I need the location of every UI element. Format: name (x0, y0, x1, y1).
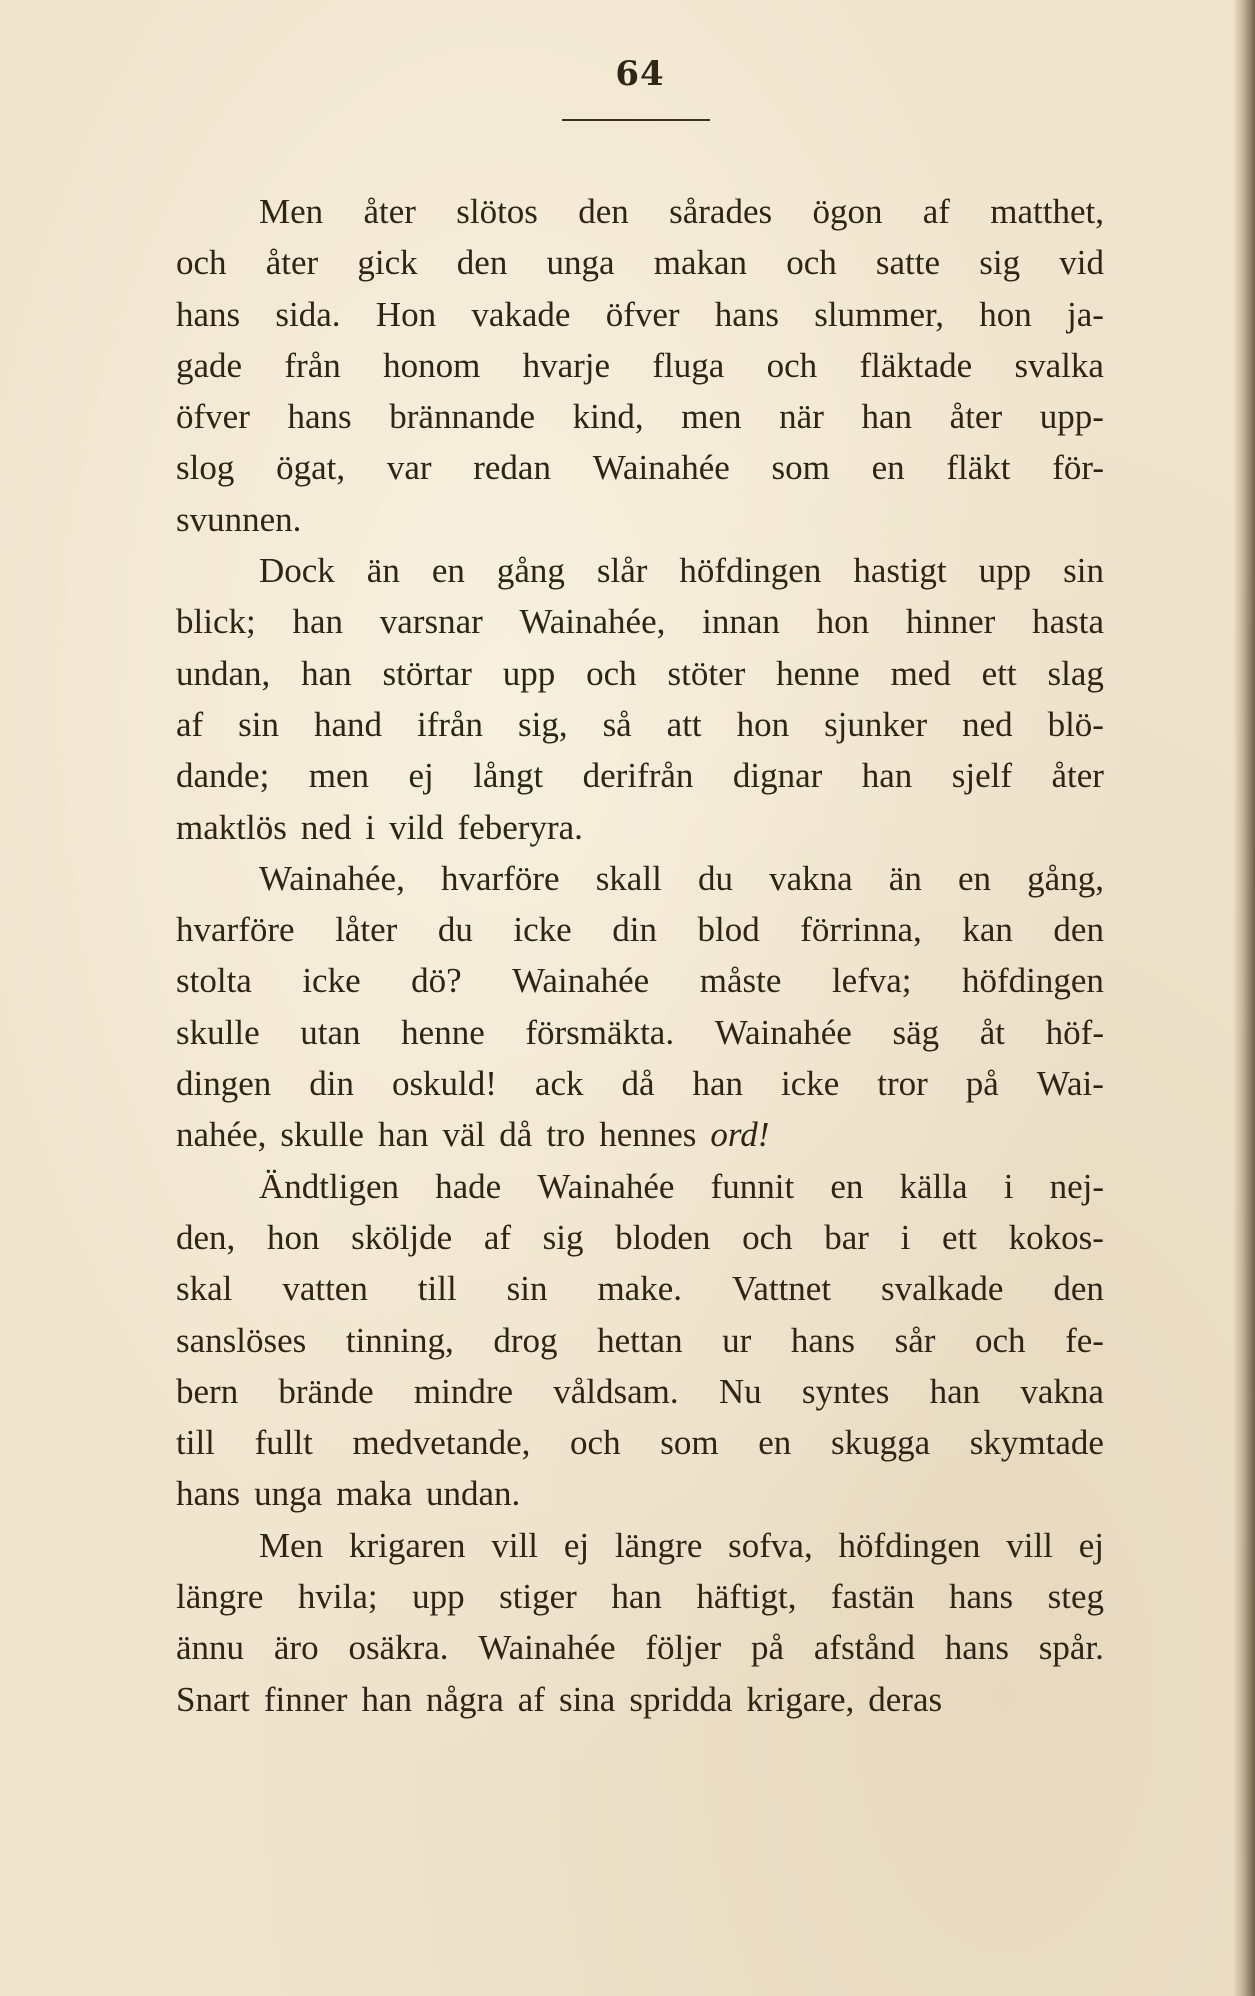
word: och (766, 345, 818, 385)
word: ja- (1067, 294, 1104, 334)
word: en (758, 1423, 792, 1463)
word: lefva; (831, 961, 912, 1001)
word: upp- (1039, 397, 1104, 437)
word: sin (506, 1269, 548, 1309)
word: dingen (176, 1064, 272, 1104)
text-line (176, 1468, 1104, 1519)
word: stolta (176, 961, 252, 1001)
word: dande; (176, 756, 270, 796)
word: af (517, 1679, 545, 1719)
word: skulle (280, 1115, 364, 1155)
text-line (176, 1109, 1104, 1160)
word: vakna (1020, 1371, 1104, 1411)
word: sig (542, 1217, 584, 1257)
text-line (176, 904, 1104, 955)
word: i (365, 807, 376, 847)
word: vild (389, 807, 444, 847)
word: ännu (176, 1628, 245, 1668)
word: åter (363, 192, 416, 231)
text-line (176, 391, 1104, 442)
word: gång (496, 551, 565, 591)
text-line (176, 1622, 1104, 1673)
word: som (660, 1423, 719, 1463)
word: blick; (176, 602, 256, 642)
word: brände (278, 1371, 374, 1411)
text-line (176, 1674, 1104, 1725)
word: Ändtligen (259, 1166, 399, 1206)
word: en (871, 448, 905, 488)
word: längre (176, 1577, 264, 1617)
word: vakna (769, 858, 853, 898)
text-line (176, 1520, 1104, 1571)
word: hon (266, 1217, 320, 1257)
word: ack (534, 1064, 584, 1104)
word: öfver (605, 294, 680, 334)
word: sig (979, 243, 1021, 283)
word: ned (962, 704, 1013, 744)
word: vatten (282, 1269, 368, 1309)
text-line (176, 545, 1104, 596)
word: makan (653, 243, 748, 283)
word: och (570, 1423, 621, 1463)
word: osäkra. (348, 1628, 449, 1668)
word: ord! (710, 1115, 770, 1155)
word: än (366, 551, 400, 591)
word: ifrån (416, 704, 484, 744)
word: han (377, 1115, 429, 1155)
word: väl (442, 1115, 486, 1155)
word: maktlös (176, 807, 287, 847)
text-line (176, 1571, 1104, 1622)
word: hans (714, 294, 779, 334)
paragraph (176, 1161, 1104, 1520)
word: gick (357, 243, 418, 283)
word: Vattnet (731, 1269, 832, 1309)
word: men (681, 397, 742, 437)
text-line (176, 1315, 1104, 1366)
word: höfdingen (962, 961, 1104, 1001)
word: brännande (389, 397, 536, 437)
word: Wainahée, (519, 602, 666, 642)
paragraph (176, 1520, 1104, 1725)
text-line (176, 1007, 1104, 1058)
word: honom (383, 345, 481, 385)
word: Wainahée (537, 1166, 675, 1206)
word: och (586, 653, 637, 693)
word: hvarje (522, 345, 611, 385)
word: skal (176, 1269, 233, 1309)
word: ej (563, 1525, 590, 1565)
text-line (176, 340, 1104, 391)
word: deras (868, 1679, 943, 1719)
word: slummer, (814, 294, 945, 334)
word: krigaren (348, 1525, 466, 1565)
word: han (929, 1371, 981, 1411)
word: vid (1059, 243, 1104, 283)
word: en (830, 1166, 864, 1206)
word: ej (1078, 1525, 1104, 1565)
text-line (176, 1161, 1104, 1212)
word: icke (513, 910, 572, 950)
word: som (771, 448, 830, 488)
word: blod (697, 910, 760, 950)
word: undan. (426, 1474, 521, 1514)
word: kind, (572, 397, 644, 437)
text-line (176, 237, 1104, 288)
word: höf- (1045, 1012, 1104, 1052)
word: sårades (669, 192, 773, 231)
word: redan (473, 448, 551, 488)
word: upp (502, 653, 556, 693)
word: och (786, 243, 837, 283)
word: Wainahée (512, 961, 650, 1001)
word: sina (558, 1679, 616, 1719)
word: säg (892, 1012, 940, 1052)
word: men (308, 756, 370, 796)
text-line (176, 750, 1104, 801)
word: sanslöses (176, 1320, 307, 1360)
page-fore-edge (1233, 0, 1255, 1996)
word: sjunker (824, 704, 928, 744)
word: Wainahée (592, 448, 730, 488)
word: Hon (375, 294, 437, 334)
text-line (176, 699, 1104, 750)
word: för- (1052, 448, 1104, 488)
text-line (176, 186, 1104, 237)
word: ur (722, 1320, 752, 1360)
word: hon (979, 294, 1032, 334)
text-line (176, 1058, 1104, 1109)
word: så (602, 704, 632, 744)
word: ögon (812, 192, 883, 231)
word: icke (302, 961, 361, 1001)
body-text (176, 186, 1104, 1725)
word: skulle (176, 1012, 260, 1052)
word: på (750, 1628, 785, 1668)
text-line (176, 494, 1104, 545)
word: vill (1006, 1525, 1053, 1565)
word: den (578, 192, 629, 231)
word: Snart (176, 1679, 250, 1719)
word: ett (941, 1217, 977, 1257)
word: sköljde (351, 1217, 453, 1257)
text-line (176, 1212, 1104, 1263)
word: Wainahée, (259, 858, 405, 898)
word: af (176, 704, 204, 744)
word: Men (259, 192, 324, 231)
word: vill (491, 1525, 539, 1565)
paragraph (176, 853, 1104, 1161)
word: skymtade (969, 1423, 1104, 1463)
word: öfver (176, 397, 250, 437)
word: krigare, (746, 1679, 855, 1719)
word: den, (176, 1217, 236, 1257)
word: åter (265, 243, 319, 283)
word: dignar (732, 756, 823, 796)
word: Wainahée (714, 1012, 852, 1052)
word: häftigt, (696, 1577, 797, 1617)
word: åter (949, 397, 1003, 437)
text-line (176, 1263, 1104, 1314)
page-number: 64 (615, 54, 665, 94)
word: än (888, 858, 922, 898)
text-line (176, 289, 1104, 340)
word: mindre (413, 1371, 514, 1411)
word: långt (473, 756, 544, 796)
word: en (957, 858, 992, 898)
word: dö? (411, 961, 462, 1001)
word: då (499, 1115, 533, 1155)
word: hinner (905, 602, 996, 642)
word: sin (238, 704, 280, 744)
word: bloden (615, 1217, 711, 1257)
word: sår (894, 1320, 936, 1360)
word: gade (176, 345, 243, 385)
text-line (176, 955, 1104, 1006)
word: hans (176, 1474, 241, 1514)
word: upp (978, 551, 1032, 591)
word: en (431, 551, 465, 591)
word: spridda (629, 1679, 733, 1719)
paragraph (176, 186, 1104, 545)
word: störtar (382, 653, 472, 693)
word: matthet, (990, 192, 1104, 231)
word: sin (1063, 551, 1104, 591)
word: syntes (801, 1371, 890, 1411)
word: hennes (599, 1115, 697, 1155)
word: från (284, 345, 341, 385)
word: på (965, 1064, 999, 1104)
word: förrinna, (800, 910, 922, 950)
word: då (621, 1064, 655, 1104)
word: Dock (259, 551, 335, 591)
word: unga (546, 243, 615, 283)
word: ett (981, 653, 1017, 693)
word: sig, (518, 704, 568, 744)
text-line (176, 1417, 1104, 1468)
word: den (1053, 1269, 1104, 1309)
word: till (176, 1423, 215, 1463)
word: Men (259, 1525, 324, 1565)
word: hon (736, 704, 790, 744)
word: bern (176, 1371, 239, 1411)
word: han (692, 1064, 744, 1104)
word: Nu (718, 1371, 762, 1411)
word: drog (493, 1320, 558, 1360)
word: slag (1047, 653, 1104, 693)
word: stiger (499, 1577, 577, 1617)
word: källa (899, 1166, 968, 1206)
word: blö- (1047, 704, 1104, 744)
word: henne (401, 1012, 485, 1052)
word: låter (335, 910, 398, 950)
word: fläktade (859, 345, 973, 385)
word: tror (877, 1064, 928, 1104)
word: henne (776, 653, 860, 693)
word: stöter (667, 653, 746, 693)
word: hon (816, 602, 870, 642)
word: undan, (176, 653, 271, 693)
word: upp (412, 1577, 465, 1617)
word: att (666, 704, 702, 744)
word: hans (790, 1320, 856, 1360)
word: hvarföre (441, 858, 560, 898)
word: försmäkta. (525, 1012, 675, 1052)
word: Wai- (1036, 1064, 1104, 1104)
word: fe- (1065, 1320, 1104, 1360)
word: höfdingen (838, 1525, 981, 1565)
word: din (612, 910, 657, 950)
word: följer (645, 1628, 722, 1668)
word: satte (875, 243, 941, 283)
word: sida. (275, 294, 341, 334)
word: utan (300, 1012, 361, 1052)
word: sofva, (728, 1525, 813, 1565)
text-line (176, 1366, 1104, 1417)
header-rule (562, 119, 710, 121)
word: unga (254, 1474, 323, 1514)
word: hastigt (853, 551, 947, 591)
word: af (922, 192, 950, 231)
word: våldsam. (553, 1371, 679, 1411)
word: vakade (471, 294, 571, 334)
word: slår (596, 551, 648, 591)
word: hvila; (297, 1577, 378, 1617)
word: i (1003, 1166, 1014, 1206)
word: åt (979, 1012, 1006, 1052)
word: skall (595, 858, 662, 898)
word: hans (948, 1577, 1014, 1617)
word: hans (176, 294, 241, 334)
word: måste (699, 961, 782, 1001)
word: du (437, 910, 473, 950)
text-line (176, 648, 1104, 699)
word: till (417, 1269, 457, 1309)
word: svunnen. (176, 499, 302, 539)
word: hasta (1032, 602, 1104, 642)
word: längre (614, 1525, 703, 1565)
word: bar (824, 1217, 869, 1257)
word: hvarföre (176, 910, 295, 950)
word: finner (263, 1679, 348, 1719)
word: den (1053, 910, 1104, 950)
word: make. (597, 1269, 682, 1309)
word: oskuld! (391, 1064, 497, 1104)
word: nahée, (176, 1115, 267, 1155)
word: af (483, 1217, 512, 1257)
word: hand (313, 704, 383, 744)
text-line (176, 853, 1104, 904)
word: sjelf (951, 756, 1012, 796)
word: kan (962, 910, 1013, 950)
word: hans (944, 1628, 1009, 1668)
word: medvetande, (352, 1423, 531, 1463)
word: i (900, 1217, 911, 1257)
word: och (974, 1320, 1026, 1360)
word: han (292, 602, 344, 642)
word: tro (546, 1115, 586, 1155)
word: svalkade (881, 1269, 1004, 1309)
word: hade (435, 1166, 502, 1206)
word: han (301, 653, 352, 693)
text-line (176, 442, 1104, 493)
word: han (611, 1577, 662, 1617)
word: han (861, 397, 913, 437)
word: fullt (254, 1423, 313, 1463)
word: funnit (710, 1166, 795, 1206)
word: din (309, 1064, 354, 1104)
word: hans (287, 397, 352, 437)
word: när (779, 397, 824, 437)
word: feberyra. (457, 807, 583, 847)
word: kokos- (1008, 1217, 1104, 1257)
word: slog (176, 448, 235, 488)
word: tinning, (345, 1320, 454, 1360)
paragraph (176, 545, 1104, 853)
word: skugga (830, 1423, 931, 1463)
word: med (890, 653, 951, 693)
word: spår. (1038, 1628, 1104, 1668)
word: han (361, 1679, 413, 1719)
word: äro (273, 1628, 319, 1668)
word: innan (702, 602, 780, 642)
word: fastän (830, 1577, 915, 1617)
word: den (456, 243, 508, 283)
word: ögat, (276, 448, 346, 488)
word: ej (408, 756, 434, 796)
word: svalka (1014, 345, 1104, 385)
word: höfdingen (679, 551, 822, 591)
word: gång, (1027, 858, 1104, 898)
word: han (861, 756, 913, 796)
word: steg (1047, 1577, 1104, 1617)
word: och (742, 1217, 793, 1257)
text-line (176, 802, 1104, 853)
word: Wainahée (478, 1628, 616, 1668)
word: några (426, 1679, 504, 1719)
word: slötos (456, 192, 538, 231)
word: fluga (652, 345, 725, 385)
word: nej- (1049, 1166, 1104, 1206)
word: hettan (597, 1320, 683, 1360)
word: åter (1051, 756, 1104, 796)
text-line (176, 596, 1104, 647)
word: du (697, 858, 733, 898)
word: icke (780, 1064, 840, 1104)
word: och (176, 243, 227, 283)
word: fläkt (946, 448, 1011, 488)
word: varsnar (379, 602, 483, 642)
word: ned (300, 807, 352, 847)
word: maka (336, 1474, 412, 1514)
word: derifrån (582, 756, 694, 796)
word: afstånd (813, 1628, 915, 1668)
word: var (386, 448, 432, 488)
